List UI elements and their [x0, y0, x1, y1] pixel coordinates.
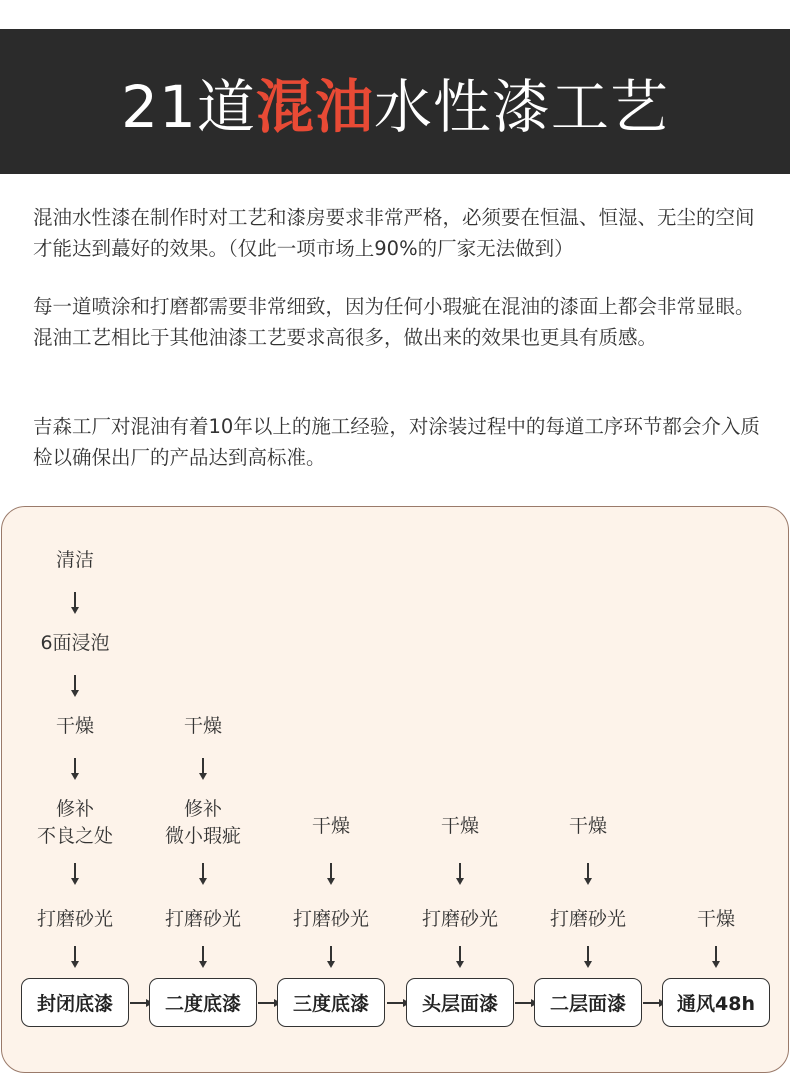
- arrow-down-icon: [70, 946, 80, 970]
- arrow-down-icon: [70, 592, 80, 616]
- step-repair-flaws: 修补 微小瑕疵: [164, 798, 242, 847]
- arrow-down-icon: [70, 758, 80, 782]
- banner-title-suffix: 水性漆工艺: [373, 72, 669, 141]
- step-dry: 干燥: [311, 815, 351, 837]
- banner-title-prefix: 21道: [121, 72, 256, 141]
- step-sanding: 打磨砂光: [164, 908, 242, 930]
- arrow-down-icon: [198, 863, 208, 887]
- step-sanding: 打磨砂光: [421, 908, 499, 930]
- arrow-down-icon: [583, 946, 593, 970]
- step-second-primer: 二度底漆: [149, 978, 257, 1027]
- step-repair-defects: 修补 不良之处: [36, 798, 114, 847]
- step-soak: 6面浸泡: [40, 632, 110, 654]
- step-first-topcoat: 头层面漆: [406, 978, 514, 1027]
- step-second-topcoat: 二层面漆: [534, 978, 642, 1027]
- arrow-down-icon: [326, 863, 336, 887]
- step-sanding: 打磨砂光: [549, 908, 627, 930]
- arrow-down-icon: [326, 946, 336, 970]
- step-third-primer: 三度底漆: [277, 978, 385, 1027]
- step-sanding: 打磨砂光: [36, 908, 114, 930]
- arrow-down-icon: [198, 758, 208, 782]
- detail-paragraph: 每一道喷涂和打磨都需要非常细致，因为任何小瑕疵在混油的漆面上都会非常显眼。混油工艺相比于其他油漆工艺要求高很多，做出来的效果也更具有质感。: [33, 295, 755, 349]
- step-sealing-primer: 封闭底漆: [21, 978, 129, 1027]
- factory-paragraph: 吉森工厂对混油有着10年以上的施工经验，对涂装过程中的每道工序环节都会介入质检以确保出厂的产品达到高标准。: [33, 415, 760, 469]
- intro-paragraph: 混油水性漆在制作时对工艺和漆房要求非常严格，必须要在恒温、恒湿、无尘的空间才能达到蕞好的效果。（仅此一项市场上90%的厂家无法做到）: [33, 206, 755, 260]
- step-clean: 清洁: [55, 549, 95, 571]
- arrow-down-icon: [711, 946, 721, 970]
- arrow-down-icon: [70, 863, 80, 887]
- banner-title-highlight: 混油: [255, 72, 374, 141]
- title-banner: [0, 29, 790, 174]
- step-dry: 干燥: [696, 908, 736, 930]
- arrow-down-icon: [70, 675, 80, 699]
- arrow-down-icon: [455, 863, 465, 887]
- arrow-down-icon: [583, 863, 593, 887]
- step-sanding: 打磨砂光: [292, 908, 370, 930]
- step-dry: 干燥: [568, 815, 608, 837]
- banner-title: [121, 60, 669, 144]
- step-dry: 干燥: [55, 715, 95, 737]
- step-dry: 干燥: [183, 715, 223, 737]
- arrow-down-icon: [455, 946, 465, 970]
- step-dry: 干燥: [440, 815, 480, 837]
- step-ventilate-48h: 通风48h: [662, 978, 770, 1027]
- arrow-down-icon: [198, 946, 208, 970]
